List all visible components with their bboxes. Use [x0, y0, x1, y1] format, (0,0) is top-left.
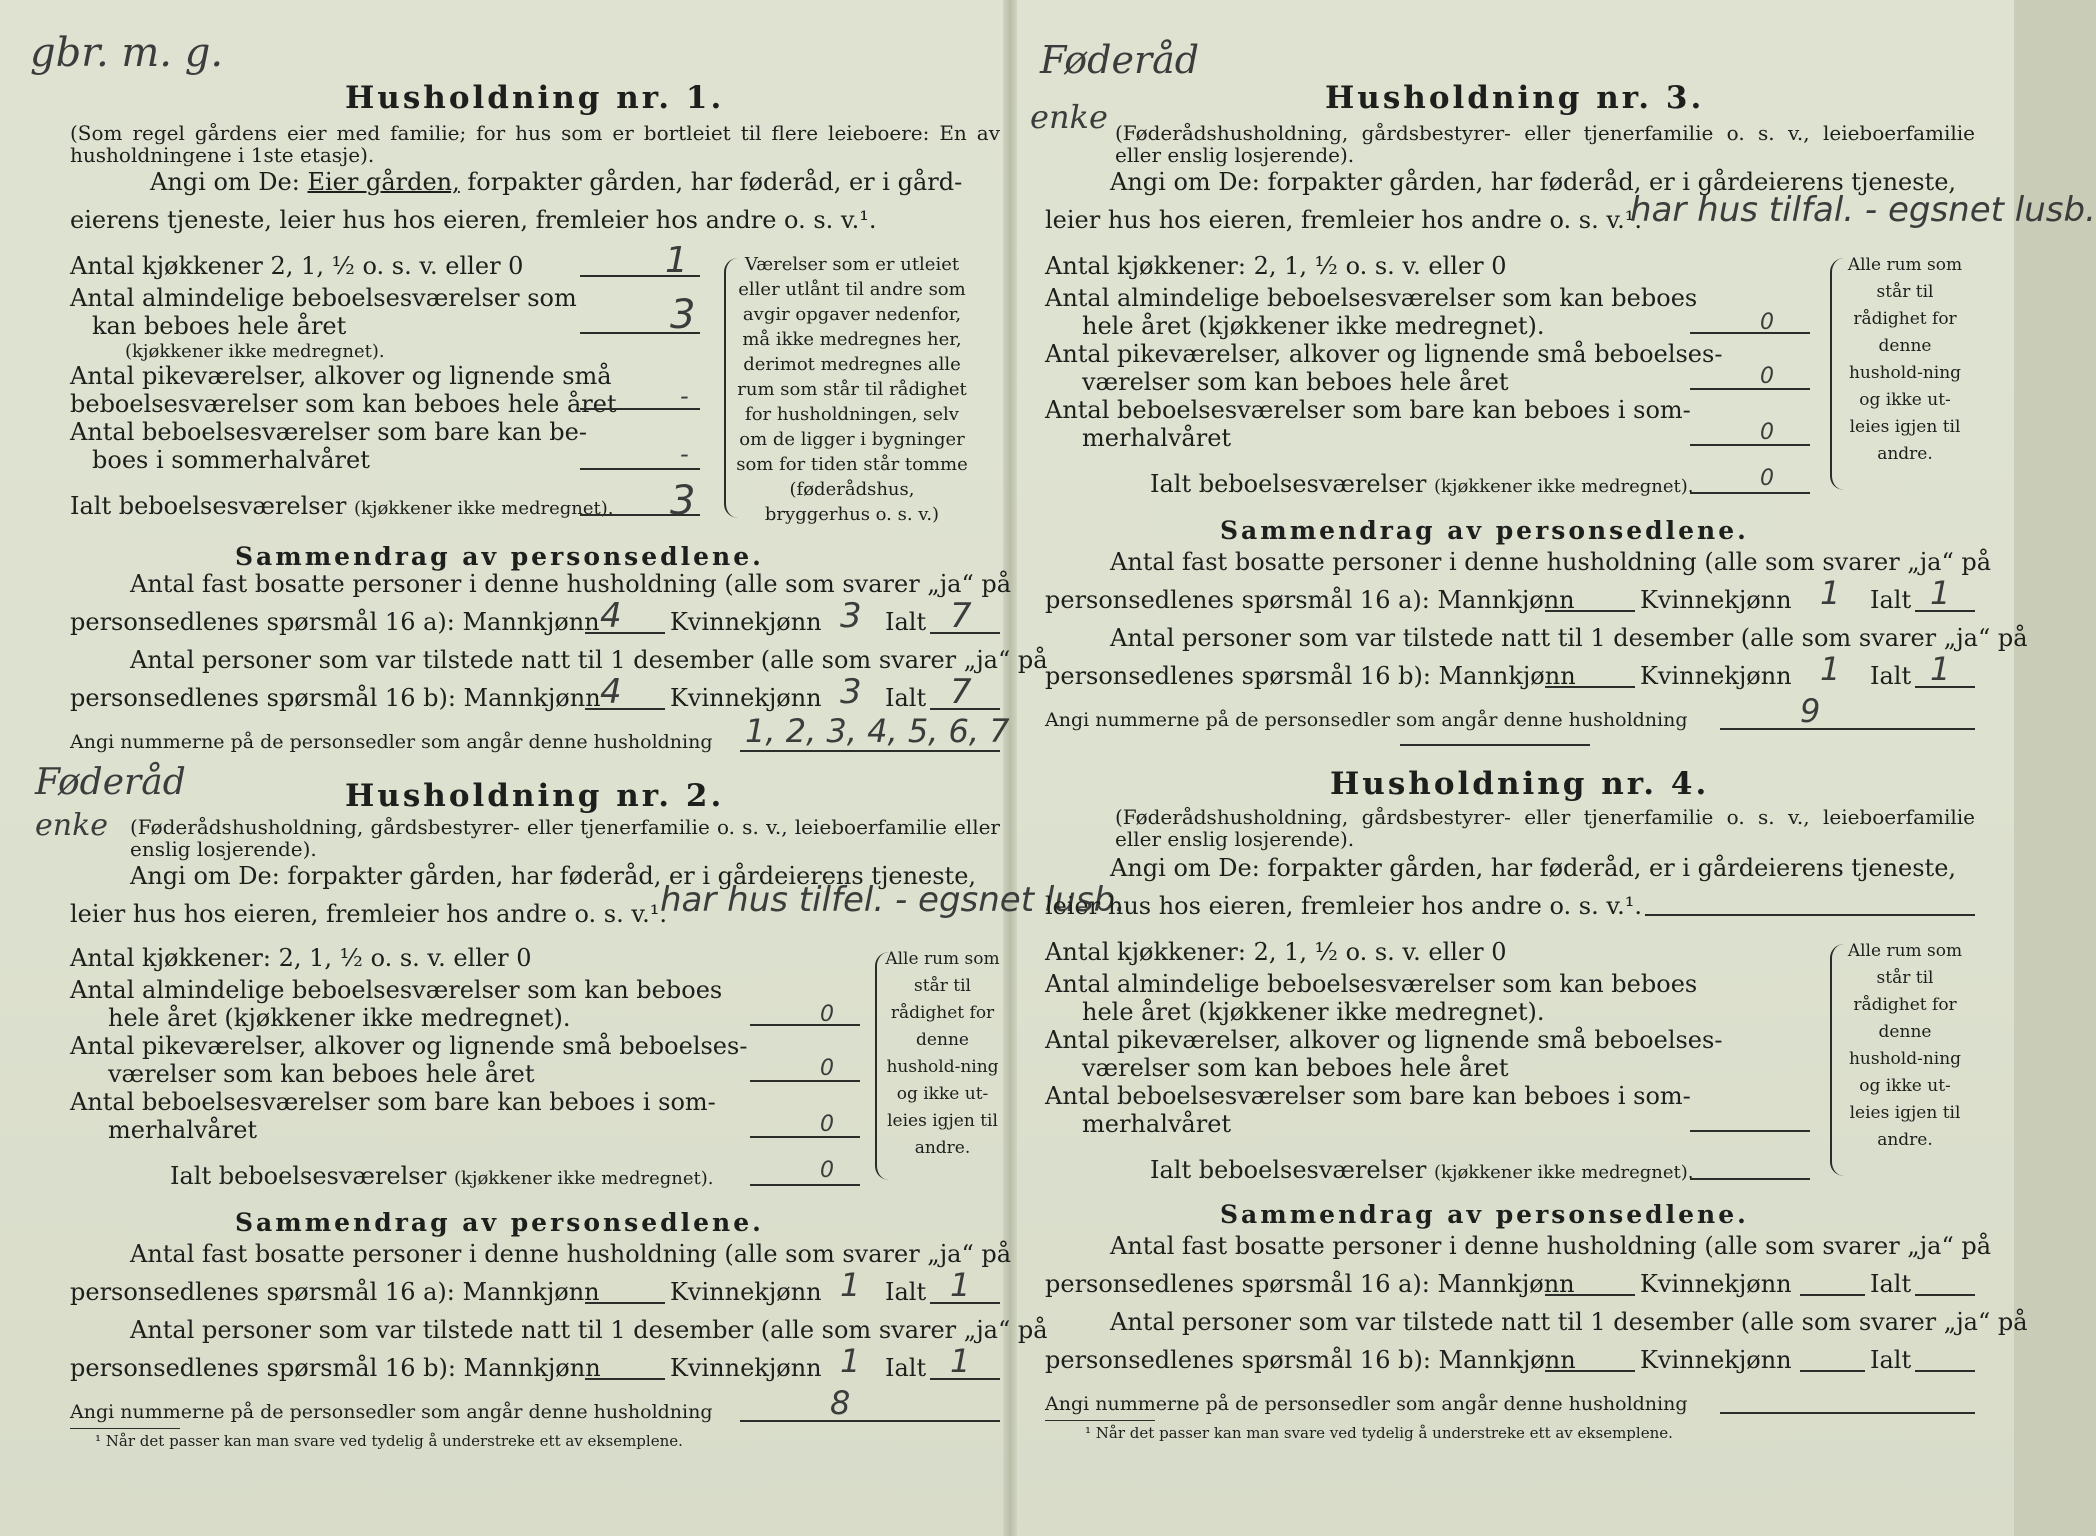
- h4-total-line: [1690, 1178, 1810, 1180]
- left-footnote: ¹ Når det passer kan man svare ved tydelig å understreke ett av eksemplene.: [95, 1432, 683, 1450]
- household-4-note: (Føderådshusholdning, gårdsbestyrer- eller tjenerfamilie o. s. v., leieboerfamilie eller enslig losjerende).: [1115, 805, 1975, 851]
- household-2-note: (Føderådshusholdning, gårdsbestyrer- eller tjenerfamilie o. s. v., leieboerfamilie eller enslig losjerende).: [130, 815, 1000, 861]
- margin-note-handwritten: gbr. m. g.: [30, 30, 224, 76]
- h4-maidrooms-label-2: værelser som kan beboes hele året: [1082, 1054, 1509, 1082]
- h3-s2-line2: personsedlenes spørsmål 16 b): Mannkjønn: [1045, 662, 1576, 690]
- h2-s2-line1: Antal personer som var tilstede natt til 1 desember (alle som svarer „ja“ på: [130, 1316, 1048, 1344]
- h2-summary-title: Sammendrag av personsedlene.: [235, 1208, 764, 1237]
- h1-s2-m-line: [585, 708, 665, 710]
- h1-s1-total-label: Ialt: [885, 608, 927, 636]
- household-1-note: (Som regel gårdens eier med familie; for hus som er bortleiet til flere leieboere: En av husholdningene i 1ste etasje).: [70, 121, 1000, 167]
- h2-numbers-line: [740, 1420, 1000, 1422]
- h3-s1-m-line: [1545, 610, 1635, 612]
- h3-maidrooms-value: 0: [1760, 364, 1774, 389]
- h2-maidrooms-label: Antal pikeværelser, alkover og lignende små beboelses-: [70, 1032, 748, 1060]
- h3-numbers-line: [1720, 728, 1975, 730]
- h4-s2-line1: Antal personer som var tilstede natt til 1 desember (alle som svarer „ja“ på: [1110, 1308, 2028, 1336]
- h1-s1-male: 4: [600, 596, 622, 636]
- h4-s2-f-line: [1800, 1370, 1865, 1372]
- h4-s1-line1: Antal fast bosatte personer i denne husholdning (alle som svarer „ja“ på: [1110, 1232, 1992, 1260]
- h3-total-line: [1690, 492, 1810, 494]
- right-page: [1030, 0, 2096, 1536]
- footnote-rule-right: [1045, 1420, 1155, 1421]
- h4-kitchens-label: Antal kjøkkener: 2, 1, ½ o. s. v. eller 0: [1045, 938, 1507, 966]
- h4-numbers-line: [1720, 1412, 1975, 1414]
- h2-angi-handwritten: har hus tilfel. - egsnet lusb.: [660, 880, 1126, 920]
- h2-s1-line2: personsedlenes spørsmål 16 a): Mannkjønn: [70, 1278, 600, 1306]
- h2-summerrooms-value: 0: [820, 1112, 834, 1137]
- h3-angi-1: Angi om De: forpakter gården, har føderåd, er i gårdeierens tjeneste,: [1110, 168, 1957, 196]
- h1-summerrooms-value: -: [680, 440, 689, 468]
- h4-s1-f-line: [1800, 1294, 1865, 1296]
- h3-side-note: Alle rum som står til rådighet for denne hushold-ning og ikke ut-leies igjen til andre.: [1847, 255, 1963, 464]
- h1-s1-total: 7: [950, 596, 972, 636]
- h3-rooms-label-2: hele året (kjøkkener ikke medregnet).: [1082, 312, 1545, 340]
- h3-maidrooms-label: Antal pikeværelser, alkover og lignende små beboelses-: [1045, 340, 1723, 368]
- h2-s1-m-line: [585, 1302, 665, 1304]
- h1-s2-line1: Antal personer som var tilstede natt til 1 desember (alle som svarer „ja“ på: [130, 646, 1048, 674]
- h1-rooms-note: (kjøkkener ikke medregnet).: [125, 341, 385, 362]
- h4-summerrooms-line: [1690, 1130, 1810, 1132]
- h3-rooms-line: [1690, 332, 1810, 334]
- h1-numbers-line: [740, 750, 1000, 752]
- h1-s1-female: 3: [840, 596, 862, 636]
- h3-numbers-value: 9: [1800, 692, 1821, 730]
- h1-summerrooms-label-2: boes i sommerhalvåret: [92, 446, 370, 474]
- h3-summerrooms-line: [1690, 444, 1810, 446]
- h2-s1-female: 1: [840, 1266, 861, 1304]
- h1-maidrooms-label-2: beboelsesværelser som kan beboes hele året: [70, 390, 617, 418]
- h1-kitchens-label: Antal kjøkkener 2, 1, ½ o. s. v. eller 0: [70, 252, 524, 280]
- h3-s2-line1: Antal personer som var tilstede natt til 1 desember (alle som svarer „ja“ på: [1110, 624, 2028, 652]
- h4-angi-1: Angi om De: forpakter gården, har føderåd, er i gårdeierens tjeneste,: [1110, 854, 1957, 882]
- h3-angi-handwritten: har hus tilfal. - egsnet lusb.: [1630, 190, 2096, 230]
- h1-s2-total-label: Ialt: [885, 684, 927, 712]
- h4-s1-female-label: Kvinnekjønn: [1640, 1270, 1792, 1298]
- h3-handwritten-foderad: Føderåd: [1040, 38, 1200, 82]
- h3-s1-total-label: Ialt: [1870, 586, 1912, 614]
- h2-rooms-label: Antal almindelige beboelsesværelser som kan beboes: [70, 976, 723, 1004]
- h1-summary-title: Sammendrag av personsedlene.: [235, 542, 764, 571]
- h4-s1-line2: personsedlenes spørsmål 16 a): Mannkjønn: [1045, 1270, 1575, 1298]
- h4-s1-total-label: Ialt: [1870, 1270, 1912, 1298]
- footnote-rule: [70, 1428, 180, 1429]
- household-3-title: Husholdning nr. 3.: [1325, 80, 1705, 116]
- h2-s1-total-label: Ialt: [885, 1278, 927, 1306]
- household-3-note: (Føderådshusholdning, gårdsbestyrer- eller tjenerfamilie o. s. v., leieboerfamilie eller enslig losjerende).: [1115, 121, 1975, 167]
- h3-s2-total-label: Ialt: [1870, 662, 1912, 690]
- h4-s2-total-label: Ialt: [1870, 1346, 1912, 1374]
- h3-numbers-label: Angi nummerne på de personsedler som angår denne husholdning: [1045, 709, 1688, 731]
- h2-numbers-label: Angi nummerne på de personsedler som angår denne husholdning: [70, 1401, 713, 1423]
- h1-summerrooms-line: [580, 468, 700, 470]
- h2-angi-1: Angi om De: forpakter gården, har føderåd, er i gårdeierens tjeneste,: [130, 862, 977, 890]
- h3-s1-female: 1: [1820, 574, 1841, 612]
- h1-rooms-label: Antal almindelige beboelsesværelser som: [70, 284, 577, 312]
- h1-s2-female: 3: [840, 672, 862, 712]
- h3-total-rooms: Ialt beboelsesværelser (kjøkkener ikke medregnet).: [1150, 470, 1694, 498]
- h1-s1-line1: Antal fast bosatte personer i denne husholdning (alle som svarer „ja“ på: [130, 570, 1012, 598]
- h1-s2-total: 7: [950, 672, 972, 712]
- right-footnote: ¹ Når det passer kan man svare ved tydelig å understreke ett av eksemplene.: [1085, 1424, 1673, 1442]
- h2-s2-female: 1: [840, 1342, 861, 1380]
- h2-handwritten-foderad: Føderåd: [35, 762, 186, 803]
- h2-maidrooms-value: 0: [820, 1056, 834, 1081]
- h3-s2-m-line: [1545, 686, 1635, 688]
- h3-summary-title: Sammendrag av personsedlene.: [1220, 516, 1749, 545]
- h1-maidrooms-label: Antal pikeværelser, alkover og lignende små: [70, 362, 612, 390]
- h3-angi-2: leier hus hos eieren, fremleier hos andre o. s. v.¹.: [1045, 206, 1642, 234]
- h4-rooms-label: Antal almindelige beboelsesværelser som kan beboes: [1045, 970, 1698, 998]
- h3-s2-female: 1: [1820, 650, 1841, 688]
- h2-s2-m-line: [585, 1378, 665, 1380]
- h4-angi-line: [1645, 914, 1975, 916]
- h1-s1-m-line: [585, 632, 665, 634]
- h2-handwritten-enke: enke: [35, 808, 109, 843]
- h3-s1-female-label: Kvinnekjønn: [1640, 586, 1792, 614]
- h1-s2-line2: personsedlenes spørsmål 16 b): Mannkjønn: [70, 684, 601, 712]
- h2-numbers-value: 8: [830, 1384, 851, 1422]
- h1-s2-male: 4: [600, 672, 622, 712]
- h4-s2-female-label: Kvinnekjønn: [1640, 1346, 1792, 1374]
- h3-s2-female-label: Kvinnekjønn: [1640, 662, 1792, 690]
- h4-maidrooms-label: Antal pikeværelser, alkover og lignende små beboelses-: [1045, 1026, 1723, 1054]
- h1-rooms-value: 3: [670, 292, 696, 338]
- h4-s2-line2: personsedlenes spørsmål 16 b): Mannkjønn: [1045, 1346, 1576, 1374]
- h3-summerrooms-label-2: merhalvåret: [1082, 424, 1232, 452]
- household-2-title: Husholdning nr. 2.: [345, 778, 725, 814]
- h2-s2-total: 1: [950, 1342, 971, 1380]
- h4-summary-title: Sammendrag av personsedlene.: [1220, 1200, 1749, 1229]
- household-1-angi-line2: eierens tjeneste, leier hus hos eieren, fremleier hos andre o. s. v.¹.: [70, 206, 877, 234]
- h3-maidrooms-line: [1690, 388, 1810, 390]
- household-1-angi: Angi om De: Eier gården, forpakter gården, har føderåd, er i gård-: [150, 168, 963, 196]
- h2-summerrooms-line: [750, 1136, 860, 1138]
- h4-rooms-label-2: hele året (kjøkkener ikke medregnet).: [1082, 998, 1545, 1026]
- h4-s1-m-line: [1545, 1294, 1635, 1296]
- h2-s2-total-label: Ialt: [885, 1354, 927, 1382]
- h2-total-value: 0: [820, 1158, 834, 1183]
- section-divider: [1400, 744, 1590, 746]
- h1-s1-line2: personsedlenes spørsmål 16 a): Mannkjønn: [70, 608, 600, 636]
- household-1-title: Husholdning nr. 1.: [345, 80, 725, 116]
- h4-side-note: Alle rum som står til rådighet for denne hushold-ning og ikke ut-leies igjen til andre.: [1847, 941, 1963, 1150]
- h4-s1-total-line: [1915, 1294, 1975, 1296]
- h2-summerrooms-label-2: merhalvåret: [108, 1116, 258, 1144]
- h3-summerrooms-value: 0: [1760, 420, 1774, 445]
- h2-s2-line2: personsedlenes spørsmål 16 b): Mannkjønn: [70, 1354, 601, 1382]
- h4-total-rooms: Ialt beboelsesværelser (kjøkkener ikke medregnet).: [1150, 1156, 1694, 1184]
- h3-summerrooms-label: Antal beboelsesværelser som bare kan beboes i som-: [1045, 396, 1691, 424]
- h3-s2-total: 1: [1930, 650, 1951, 688]
- h2-summerrooms-label: Antal beboelsesværelser som bare kan beboes i som-: [70, 1088, 716, 1116]
- h2-angi-2: leier hus hos eieren, fremleier hos andre o. s. v.¹.: [70, 900, 667, 928]
- h2-maidrooms-label-2: værelser som kan beboes hele året: [108, 1060, 535, 1088]
- h1-rooms-label-2: kan beboes hele året: [92, 312, 347, 340]
- h3-handwritten-enke: enke: [1030, 98, 1108, 136]
- h3-rooms-value: 0: [1760, 310, 1774, 335]
- h3-s1-line1: Antal fast bosatte personer i denne husholdning (alle som svarer „ja“ på: [1110, 548, 1992, 576]
- h4-s2-total-line: [1915, 1370, 1975, 1372]
- h2-total-line: [750, 1184, 860, 1186]
- h1-numbers-value: 1, 2, 3, 4, 5, 6, 7: [745, 712, 1010, 750]
- h2-total-rooms: Ialt beboelsesværelser (kjøkkener ikke medregnet).: [170, 1162, 714, 1190]
- h2-s1-line1: Antal fast bosatte personer i denne husholdning (alle som svarer „ja“ på: [130, 1240, 1012, 1268]
- household-4-title: Husholdning nr. 4.: [1330, 766, 1710, 802]
- page-fold: [1003, 0, 1017, 1536]
- h4-numbers-label: Angi nummerne på de personsedler som angår denne husholdning: [1045, 1393, 1688, 1415]
- h2-rooms-line: [750, 1024, 860, 1026]
- h4-summerrooms-label-2: merhalvåret: [1082, 1110, 1232, 1138]
- h4-summerrooms-label: Antal beboelsesværelser som bare kan beboes i som-: [1045, 1082, 1691, 1110]
- h3-maidrooms-label-2: værelser som kan beboes hele året: [1082, 368, 1509, 396]
- h4-angi-2: leier hus hos eieren, fremleier hos andre o. s. v.¹.: [1045, 892, 1642, 920]
- h1-numbers-label: Angi nummerne på de personsedler som angår denne husholdning: [70, 731, 713, 753]
- h2-s1-total: 1: [950, 1266, 971, 1304]
- h1-s2-female-label: Kvinnekjønn: [670, 684, 822, 712]
- h1-total-value: 3: [670, 478, 696, 524]
- left-page: [30, 0, 1126, 1536]
- h3-kitchens-label: Antal kjøkkener: 2, 1, ½ o. s. v. eller 0: [1045, 252, 1507, 280]
- h1-s1-female-label: Kvinnekjønn: [670, 608, 822, 636]
- h2-rooms-label-2: hele året (kjøkkener ikke medregnet).: [108, 1004, 571, 1032]
- h1-summerrooms-label: Antal beboelsesværelser som bare kan be-: [70, 418, 587, 446]
- h2-rooms-value: 0: [820, 1002, 834, 1027]
- h1-side-note: Værelser som er utleiet eller utlånt til andre som avgir opgaver nedenfor, må ikke medregnes her, derimot medregnes alle rum som står til rådighet for husholdningen, selv om de ligger i bygninger som for tiden står tomme (føderådshus, bryggerhus o. s. v.): [736, 254, 968, 525]
- h4-s2-m-line: [1545, 1370, 1635, 1372]
- h2-kitchens-label: Antal kjøkkener: 2, 1, ½ o. s. v. eller 0: [70, 944, 532, 972]
- h3-rooms-label: Antal almindelige beboelsesværelser som kan beboes: [1045, 284, 1698, 312]
- h1-total-rooms: Ialt beboelsesværelser (kjøkkener ikke medregnet).: [70, 492, 614, 520]
- h3-s1-line2: personsedlenes spørsmål 16 a): Mannkjønn: [1045, 586, 1575, 614]
- h2-s1-female-label: Kvinnekjønn: [670, 1278, 822, 1306]
- h3-total-value: 0: [1760, 466, 1774, 491]
- h1-kitchens-value: 1: [665, 240, 688, 281]
- h3-s1-total: 1: [1930, 574, 1951, 612]
- h2-s2-female-label: Kvinnekjønn: [670, 1354, 822, 1382]
- eier-garden-underlined: Eier gården,: [307, 168, 460, 196]
- h1-maidrooms-value: -: [680, 382, 689, 410]
- h2-maidrooms-line: [750, 1080, 860, 1082]
- h2-side-note: Alle rum som står til rådighet for denne hushold-ning og ikke ut-leies igjen til andre.: [885, 949, 1000, 1158]
